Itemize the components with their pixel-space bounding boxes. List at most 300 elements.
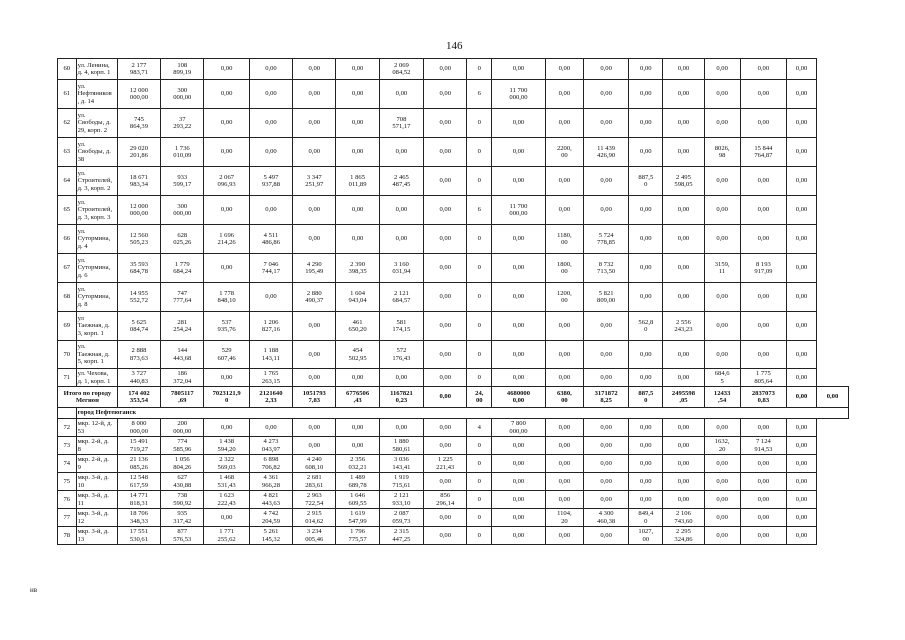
table-cell: 1 056 804,26 [161, 455, 204, 473]
table-cell: 1 736 010,09 [161, 138, 204, 167]
table-cell: 0,00 [424, 312, 467, 341]
table-cell: 2 295 324,86 [663, 527, 704, 545]
table-cell: 0,00 [704, 341, 740, 369]
table-cell: 0,00 [629, 225, 663, 254]
address-cell: ул Таежная, д. 3, корп. 1 [76, 312, 117, 341]
table-cell: 0,00 [740, 473, 786, 491]
table-cell: 933 599,17 [161, 167, 204, 196]
address-cell: ул. Сутормина, д. 6 [76, 254, 117, 283]
table-cell: 2 556 243,23 [663, 312, 704, 341]
table-cell: 0 [467, 341, 492, 369]
table-cell: 15 844 764,87 [740, 138, 786, 167]
table-cell: 0,00 [740, 455, 786, 473]
table-cell: 0,00 [704, 491, 740, 509]
table-cell: 0,00 [204, 109, 249, 138]
table-cell: 1 865 011,89 [336, 167, 379, 196]
table-row [58, 254, 849, 283]
table-cell: 2 067 096,93 [204, 167, 249, 196]
table-cell: 0,00 [379, 196, 423, 225]
table-cell: 144 443,68 [161, 341, 204, 369]
table-cell: 0,00 [492, 341, 546, 369]
table-cell: 1 604 943,04 [336, 283, 379, 312]
table-cell: 4 240 608,10 [293, 455, 336, 473]
table-cell: 0,00 [740, 312, 786, 341]
table-cell: 0,00 [293, 80, 336, 109]
table-cell: 0,00 [492, 312, 546, 341]
table-cell: 0,00 [545, 473, 583, 491]
table-cell: 1 225 221,43 [424, 455, 467, 473]
row-number: 75 [58, 473, 77, 491]
table-cell: 0,00 [629, 80, 663, 109]
table-cell: 5 821 809,00 [583, 283, 628, 312]
table-cell: 537 935,76 [204, 312, 249, 341]
table-cell: 0,00 [492, 167, 546, 196]
table-cell: 4 300 460,38 [583, 509, 628, 527]
table-cell: 0,00 [787, 196, 817, 225]
table-cell: 0,00 [740, 419, 786, 437]
table-cell: 0,00 [787, 225, 817, 254]
table-row [58, 196, 849, 225]
table-cell: 0,00 [663, 138, 704, 167]
table-cell: 186 372,04 [161, 369, 204, 387]
table-cell: 4 361 966,28 [249, 473, 292, 491]
table-cell: 2 322 569,03 [204, 455, 249, 473]
table-cell: 572 176,43 [379, 341, 423, 369]
table-cell: 4 821 443,63 [249, 491, 292, 509]
table-cell: 2 106 743,60 [663, 509, 704, 527]
table-cell: 7023121,9 0 [204, 387, 249, 408]
address-cell: ул. Чехова, д. 1, корп. 1 [76, 369, 117, 387]
table-cell: 0,00 [492, 455, 546, 473]
table-cell: 0,00 [704, 312, 740, 341]
table-cell: 0,00 [424, 225, 467, 254]
table-cell: 0,00 [293, 225, 336, 254]
table-cell: 0 [467, 138, 492, 167]
table-cell: 0 [467, 283, 492, 312]
table-cell: 0,00 [629, 341, 663, 369]
table-cell: 17 551 530,61 [117, 527, 160, 545]
table-cell: 0,00 [204, 196, 249, 225]
table-cell: 0,00 [545, 527, 583, 545]
table-cell: 3 160 031,94 [379, 254, 423, 283]
table-cell: 0,00 [704, 59, 740, 80]
table-cell: 4 [467, 419, 492, 437]
table-cell: 0,00 [492, 437, 546, 455]
table-cell: 0,00 [817, 387, 849, 408]
table-cell: 628 025,26 [161, 225, 204, 254]
table-cell: 1 778 848,10 [204, 283, 249, 312]
table-cell: 0,00 [424, 167, 467, 196]
table-cell: 0,00 [204, 419, 249, 437]
table-cell: 0,00 [787, 167, 817, 196]
table-cell: 8026, 98 [704, 138, 740, 167]
table-cell: 1104, 20 [545, 509, 583, 527]
table-cell: 1167821 0,23 [379, 387, 423, 408]
table-row [58, 283, 849, 312]
table-cell: 0,00 [424, 419, 467, 437]
address-cell: ул. Ленина, д. 4, корп. 1 [76, 59, 117, 80]
table-cell: 1 206 827,16 [249, 312, 292, 341]
page-number: 146 [446, 40, 463, 52]
table-cell: 0,00 [204, 509, 249, 527]
table-cell: 0,00 [787, 369, 817, 387]
table-cell: 0,00 [583, 527, 628, 545]
table-cell: 581 174,15 [379, 312, 423, 341]
address-cell: ул. Таежная, д. 5, корп. 1 [76, 341, 117, 369]
table-cell: 0,00 [336, 225, 379, 254]
table-row [58, 59, 849, 80]
table-cell: 454 502,95 [336, 341, 379, 369]
table-cell: 0,00 [583, 341, 628, 369]
table-cell: 8 732 713,50 [583, 254, 628, 283]
table-cell: 0,00 [492, 473, 546, 491]
table-cell: 0,00 [492, 283, 546, 312]
address-cell: мкр. 3-й, д. 11 [76, 491, 117, 509]
table-cell: 0,00 [545, 196, 583, 225]
table-cell: 14 955 552,72 [117, 283, 160, 312]
table-cell: 11 700 000,00 [492, 196, 546, 225]
table-cell: 0,00 [663, 455, 704, 473]
table-cell: 0,00 [583, 437, 628, 455]
table-cell: 2 121 933,10 [379, 491, 423, 509]
address-cell: мкр. 3-й, д. 10 [76, 473, 117, 491]
table-cell: 0,00 [424, 196, 467, 225]
table-cell: 0,00 [740, 59, 786, 80]
table-cell: 0,00 [545, 109, 583, 138]
table-cell: 3171872 8,25 [583, 387, 628, 408]
table-cell: 0 [467, 473, 492, 491]
table-cell: 0,00 [293, 419, 336, 437]
table-row [58, 109, 849, 138]
table-cell: 0,00 [293, 312, 336, 341]
table-cell: 0,00 [583, 419, 628, 437]
table-row [58, 527, 849, 545]
table-cell: 3 727 440,83 [117, 369, 160, 387]
table-cell: 12 548 617,59 [117, 473, 160, 491]
table-cell: 1 489 689,78 [336, 473, 379, 491]
table-cell: 0,00 [293, 369, 336, 387]
row-number: 64 [58, 167, 77, 196]
table-cell: 300 000,00 [161, 196, 204, 225]
table-cell: 0 [467, 509, 492, 527]
table-cell: 0,00 [545, 80, 583, 109]
address-cell: ул. Свободы, д. 29, корп. 2 [76, 109, 117, 138]
table-cell: 0,00 [704, 196, 740, 225]
table-cell: 8 193 917,09 [740, 254, 786, 283]
table-cell: 0,00 [663, 80, 704, 109]
table-cell: 0,00 [492, 369, 546, 387]
table-cell: 0,00 [740, 341, 786, 369]
table-cell: 0,00 [492, 509, 546, 527]
row-number: 68 [58, 283, 77, 312]
table-cell: 3159, 11 [704, 254, 740, 283]
table-cell: 562,8 0 [629, 312, 663, 341]
table-cell: 0,00 [336, 369, 379, 387]
table-cell: 0,00 [629, 473, 663, 491]
table-cell: 6776506 ,43 [336, 387, 379, 408]
table-row [58, 80, 849, 109]
table-cell: 0,00 [492, 138, 546, 167]
table-row [58, 491, 849, 509]
table-cell: 0,00 [293, 59, 336, 80]
table-cell: 37 293,22 [161, 109, 204, 138]
row-number: 67 [58, 254, 77, 283]
table-cell: 0,00 [424, 527, 467, 545]
table-cell: 0,00 [379, 369, 423, 387]
table-cell: 0,00 [740, 527, 786, 545]
table-cell: 0,00 [545, 341, 583, 369]
table-cell: 0,00 [787, 59, 817, 80]
row-number: 73 [58, 437, 77, 455]
table-cell: 0,00 [204, 138, 249, 167]
table-cell: 0,00 [204, 254, 249, 283]
table-cell: 887,5 0 [629, 167, 663, 196]
table-cell: 1 779 684,24 [161, 254, 204, 283]
table-cell: 4 273 043,97 [249, 437, 292, 455]
table-cell: 2 963 722,54 [293, 491, 336, 509]
table-cell: 0 [467, 527, 492, 545]
table-cell: 5 724 778,85 [583, 225, 628, 254]
table-cell: 0,00 [787, 455, 817, 473]
table-row [58, 312, 849, 341]
table-cell: 108 899,19 [161, 59, 204, 80]
table-cell: 0,00 [492, 59, 546, 80]
table-cell: 0,00 [336, 59, 379, 80]
table-cell: 2 315 447,25 [379, 527, 423, 545]
table-cell: 0,00 [424, 109, 467, 138]
table-cell: 0,00 [293, 138, 336, 167]
table-cell: 0,00 [583, 167, 628, 196]
table-cell: 0,00 [629, 369, 663, 387]
address-cell: ул. Свободы, д. 38 [76, 138, 117, 167]
table-row [58, 167, 849, 196]
table-cell: 0,00 [583, 312, 628, 341]
table-cell: 0,00 [424, 80, 467, 109]
table-cell: 0,00 [740, 196, 786, 225]
table-cell: 0,00 [204, 59, 249, 80]
table-cell: 7805117 ,69 [161, 387, 204, 408]
table-cell: 2 390 398,35 [336, 254, 379, 283]
table-cell: 745 864,39 [117, 109, 160, 138]
table-cell: 708 571,17 [379, 109, 423, 138]
table-cell: 0,00 [583, 196, 628, 225]
table-cell: 1 696 214,26 [204, 225, 249, 254]
table-cell: 0,00 [787, 491, 817, 509]
table-cell [58, 408, 77, 419]
table-cell: 0,00 [663, 109, 704, 138]
table-cell: 281 254,24 [161, 312, 204, 341]
table-cell: 5 497 937,88 [249, 167, 292, 196]
table-cell: 7 124 914,53 [740, 437, 786, 455]
table-cell: 0,00 [545, 491, 583, 509]
table-cell: 35 593 684,78 [117, 254, 160, 283]
table-cell: 0 [467, 437, 492, 455]
address-cell: мкр. 2-й, д. 9 [76, 455, 117, 473]
city-name: город Нефтеюганск [76, 408, 848, 419]
table-cell: 0 [467, 167, 492, 196]
footer-note: нв [30, 586, 38, 594]
table-cell: 461 650,20 [336, 312, 379, 341]
table-row [58, 509, 849, 527]
table-cell: 21 136 085,26 [117, 455, 160, 473]
table-cell: 14 771 818,31 [117, 491, 160, 509]
row-number: 65 [58, 196, 77, 225]
table-cell: 0,00 [545, 369, 583, 387]
table-cell: 12433 ,54 [704, 387, 740, 408]
table-row [58, 455, 849, 473]
table-cell: 12 560 505,23 [117, 225, 160, 254]
table-cell: 0,00 [492, 491, 546, 509]
table-cell: 3 036 143,41 [379, 455, 423, 473]
table-cell: 0,00 [492, 527, 546, 545]
table-cell: 0,00 [379, 80, 423, 109]
table-cell: 0,00 [629, 138, 663, 167]
table-cell: 0,00 [740, 491, 786, 509]
table-cell: 1 775 805,64 [740, 369, 786, 387]
table-cell: 0,00 [293, 437, 336, 455]
table-cell: 1 623 222,43 [204, 491, 249, 509]
table-cell: 0,00 [629, 59, 663, 80]
table-cell: 0,00 [249, 138, 292, 167]
table-cell: 627 430,88 [161, 473, 204, 491]
table-cell: 1 438 594,20 [204, 437, 249, 455]
table-cell: 935 317,42 [161, 509, 204, 527]
row-number: 60 [58, 59, 77, 80]
table-cell: 0,00 [424, 283, 467, 312]
table-cell: 0,00 [249, 283, 292, 312]
table-cell: 0,00 [424, 509, 467, 527]
table-cell: 0,00 [663, 491, 704, 509]
table-cell: 0,00 [545, 59, 583, 80]
table-cell: 4680000 0,00 [492, 387, 546, 408]
table-cell: 0,00 [583, 473, 628, 491]
table-cell: 0 [467, 254, 492, 283]
table-cell: 0,00 [663, 283, 704, 312]
table-cell: 0,00 [704, 473, 740, 491]
table-cell: 0,00 [249, 419, 292, 437]
table-cell: 18 706 348,33 [117, 509, 160, 527]
table-cell: 0,00 [787, 80, 817, 109]
address-cell: мкр. 3-й, д. 12 [76, 509, 117, 527]
table-cell: 0 [467, 59, 492, 80]
table-cell: 11 700 000,00 [492, 80, 546, 109]
table-cell: 6 [467, 80, 492, 109]
table-cell: 3 347 251,97 [293, 167, 336, 196]
table-cell: 0,00 [787, 312, 817, 341]
table-cell: 7 046 744,17 [249, 254, 292, 283]
table-cell: 0,00 [629, 491, 663, 509]
table-cell: 0,00 [424, 437, 467, 455]
table-cell: 0,00 [545, 419, 583, 437]
table-cell: 0,00 [629, 196, 663, 225]
table-cell: 2 069 084,52 [379, 59, 423, 80]
table-cell: 856 296,14 [424, 491, 467, 509]
table-cell: 0,00 [583, 491, 628, 509]
table-cell: 1632, 20 [704, 437, 740, 455]
table-cell: 0,00 [379, 138, 423, 167]
table-cell: 0,00 [787, 509, 817, 527]
table-cell: 0,00 [787, 109, 817, 138]
table-cell: 0,00 [663, 254, 704, 283]
table-cell: 0,00 [336, 138, 379, 167]
row-number: 76 [58, 491, 77, 509]
total-row [58, 387, 849, 408]
table-cell: 0,00 [583, 455, 628, 473]
table-cell: 1 619 547,99 [336, 509, 379, 527]
table-cell: 3 234 005,46 [293, 527, 336, 545]
row-number: 78 [58, 527, 77, 545]
table-cell: 0,00 [629, 455, 663, 473]
table-cell: 0,00 [379, 225, 423, 254]
row-number: 63 [58, 138, 77, 167]
table-cell: 0,00 [629, 419, 663, 437]
table-cell: 0,00 [787, 527, 817, 545]
table-cell: 0,00 [629, 254, 663, 283]
table-row [58, 341, 849, 369]
table-cell: 0,00 [704, 527, 740, 545]
table-cell: 0 [467, 109, 492, 138]
table-cell: 11 439 426,90 [583, 138, 628, 167]
table-cell: 0,00 [663, 369, 704, 387]
table-cell: 0,00 [629, 109, 663, 138]
table-cell: 0,00 [336, 196, 379, 225]
table-cell: 0,00 [787, 283, 817, 312]
address-cell: мкр. 2-й, д. 8 [76, 437, 117, 455]
table-cell: 0,00 [249, 59, 292, 80]
table-cell: 6 898 706,82 [249, 455, 292, 473]
address-cell: ул. Строителей, д. 3, корп. 2 [76, 167, 117, 196]
table-cell: 0 [467, 225, 492, 254]
table-cell: 0,00 [424, 341, 467, 369]
table-cell: 5 261 145,32 [249, 527, 292, 545]
table-cell: 887,5 0 [629, 387, 663, 408]
table-cell: 0,00 [704, 509, 740, 527]
table-cell: 0,00 [424, 387, 467, 408]
table-cell: 7 800 000,00 [492, 419, 546, 437]
table-cell: 0,00 [492, 254, 546, 283]
table-cell: 1180, 00 [545, 225, 583, 254]
table-cell: 200 000,00 [161, 419, 204, 437]
table-cell: 2200, 00 [545, 138, 583, 167]
table-cell: 0,00 [740, 80, 786, 109]
table-cell: 0,00 [492, 109, 546, 138]
row-number: 70 [58, 341, 77, 369]
table-cell: 0,00 [663, 196, 704, 225]
table-cell: 1 765 263,15 [249, 369, 292, 387]
total-label: Итого по городу Мегион [58, 387, 118, 408]
row-number: 69 [58, 312, 77, 341]
table-cell: 300 000,00 [161, 80, 204, 109]
table-cell: 684,6 5 [704, 369, 740, 387]
table-cell: 0,00 [424, 254, 467, 283]
table-cell: 0,00 [629, 283, 663, 312]
table-cell: 0,00 [704, 167, 740, 196]
table-cell: 0,00 [787, 419, 817, 437]
table-cell: 0,00 [629, 437, 663, 455]
table-cell: 0,00 [424, 138, 467, 167]
table-cell: 2 177 983,71 [117, 59, 160, 80]
table-cell: 4 290 195,49 [293, 254, 336, 283]
table-cell: 0,00 [204, 369, 249, 387]
address-cell: ул. Сутормина, д. 4 [76, 225, 117, 254]
table-cell: 1 646 609,55 [336, 491, 379, 509]
table-cell: 0,00 [424, 369, 467, 387]
table-cell: 0,00 [336, 437, 379, 455]
table-cell: 174 402 353,54 [117, 387, 160, 408]
table-cell: 5 625 084,74 [117, 312, 160, 341]
table-cell: 8 000 000,00 [117, 419, 160, 437]
table-cell: 0,00 [583, 109, 628, 138]
